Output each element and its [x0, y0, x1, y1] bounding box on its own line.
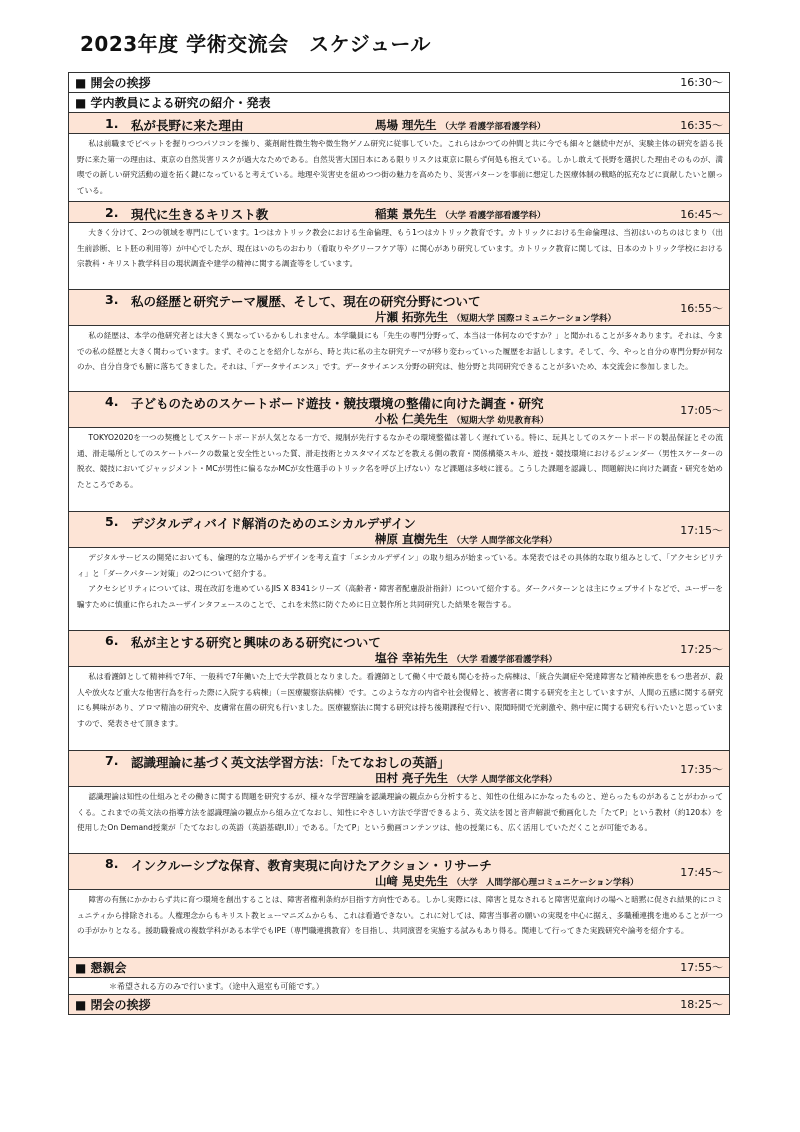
speaker-name: 田村 亮子先生 [375, 771, 449, 785]
abstract-text: 障害の有無にかかわらず共に育つ環境を創出することは、障害者権利条約が目指す方向性である。しかし実際には、障害と見なされると障害児童向けの場へと暗黙に促され結果的にコミュニティから排除される。人権理念からもキリスト教ヒューマニズムからも、これは看過できない。これに対しては、障害当事者の願いの実現を中心に据え、多職種連携を進めることが一つの手がかりとなる。援助職養成の複数学科がある本学でもIPE（専門職連携教育）を目指し、共同演習を実施する試みもあり得る。関連して行ってきた実践研究や論考を紹介する。 [77, 895, 723, 935]
abstract-text: 大きく分けて、2つの領域を専門にしています。1つはカトリック教会における生命倫理、もう1つはカトリック教育です。カトリックにおける生命倫理は、当初はいのちのはじまり（出生前診断、ヒト胚の利用等）が中心でしたが、現在はいのちのおわり（看取りやグリーフケア等）に関心があり研究しています。カトリック教育に関しては、日本のカトリック学校における宗教科・キリスト教学科目の現状調査や建学の精神に関する調査等をしています。 [77, 228, 723, 268]
talk-title: インクルーシブな保育、教育実現に向けたアクション・リサーチ [131, 858, 492, 873]
opening-time: 16:30～ [680, 76, 723, 89]
talk-time: 17:15～ [680, 524, 723, 537]
talk-4-header [69, 392, 729, 428]
closing-label: ■ 閉会の挨拶 [75, 998, 151, 1012]
talk-time: 16:35～ [680, 119, 723, 132]
speaker-name: 馬場 理先生 [375, 118, 437, 132]
speaker-name: 小松 仁美先生 [375, 412, 449, 426]
opening-row [69, 73, 729, 93]
talk-time: 17:35～ [680, 763, 723, 776]
talk-number: 3. [105, 292, 119, 307]
speaker-affiliation: （大学 看護学部看護学科） [440, 211, 546, 221]
abstract-text: デジタルサービスの開発においても、倫理的な立場からデザインを考え直す「エシカルデザイン」の取り組みが始まっている。本発表ではその具体的な取り組みとして、「アクセシビリティ」と「ダークパターン対策」の2つについて紹介する。 [77, 553, 723, 578]
page-title: 2023年度 学術交流会 スケジュール [80, 32, 431, 56]
speaker-affiliation: （大学 人間学部文化学科） [452, 536, 557, 546]
talk-title: 私が長野に来た理由 [131, 118, 244, 133]
talk-time: 17:25～ [680, 643, 723, 656]
reception-row [69, 958, 729, 978]
abstract-text: 私は看護師として精神科で7年、一般科で7年働いた上で大学教員となりました。看護師として働く中で最も関心を持った病棟は、「統合失調症や発達障害など精神疾患をもつ患者が、殺人や放火など重大な他害行為を行った際に入院する病棟」（＝医療観察法病棟）です。このような方の内省や社会復帰と、被害者に関する研究を主としていますが、人間の五感に関する研究にも興味があり、アロマ精油の研究や、皮膚常在菌の研究も行いました。医療観察法に関する研究は持ち後期課程で行い、限聞時間で光刺激や、熱中症に関する研究も行いたいと思っていますので、発表させて頂きます。 [77, 672, 723, 728]
talk-title: 認識理論に基づく英文法学習方法：「たてなおしの英語」 [131, 755, 450, 770]
intro-section-label: ■ 学内教員による研究の紹介・発表 [75, 96, 271, 110]
talk-2-header [69, 202, 729, 223]
speaker-affiliation: （大学 看護学部看護学科） [440, 122, 546, 132]
talk-number: 8. [105, 856, 119, 871]
talk-number: 7. [105, 753, 119, 768]
talk-speaker [375, 650, 557, 666]
talk-8-header [69, 854, 729, 890]
talk-speaker [375, 206, 545, 222]
talk-title: 私が主とする研究と興味のある研究について [131, 635, 381, 650]
talk-speaker [375, 531, 557, 547]
talk-number: 6. [105, 633, 119, 648]
reception-time: 17:55～ [680, 961, 723, 974]
talk-7-abstract [69, 787, 729, 854]
talk-number: 4. [105, 394, 119, 409]
abstract-text: TOKYO2020を一つの契機としてスケートボードが人気となる一方で、規制が先行するなかその環境整備は著しく遅れている。特に、玩具としてのスケートボードの製品保証とその流通、滑走場所としてのスケートパークの数量と安全性といった質、滑走技術とカスタマイズなどを教える側の教育・関係構築スキル、遊技・競技環境におけるジェンダー（男性スケーターの脱衣、競技においてジャッジメント・MCが男性に偏るなかMCが女性選手のトリック名を呼び上げない）など課題は多岐に渡る。こうした課題を認識し、問題解決に向けた調査・研究を始めたところである。 [77, 433, 723, 489]
talk-2-abstract [69, 223, 729, 290]
speaker-name: 稲葉 景先生 [375, 207, 437, 221]
speaker-affiliation: （短期大学 幼児教育科） [452, 416, 549, 426]
talk-time: 16:45～ [680, 208, 723, 221]
opening-label: ■ 開会の挨拶 [75, 76, 151, 90]
talk-7-header [69, 751, 729, 787]
talk-4-abstract [69, 428, 729, 512]
talk-title: 現代に生きるキリスト教 [131, 207, 269, 222]
abstract-text: 私の経歴は、本学の他研究者とは大きく異なっているかもしれません。本学職員にも「先生の専門分野って、本当は一体何なのですか？」と聞かれることが多々あります。それは、今までの私の経歴と大きく関わっています。まず、そのことを紹介しながら、時と共に私の主な研究テーマが移り変わっていった履歴をお話しします。そして、今、やっと自分の専門分野が何なのか、自分自身でも腑に落ちてきました。それは、「データサイエンス」です。データサイエンス分野の研究は、他分野と共同研究できることが多いため、本交流会に参加しました。 [77, 331, 723, 371]
talk-time: 16:55～ [680, 302, 723, 315]
talk-title: デジタルディバイド解消のためのエシカルデザイン [131, 516, 416, 531]
abstract-text: 私は前職までピペットを握りつつパソコンを操り、薬剤耐性微生物や微生物ゲノム研究に従事していた。これらはかつての仲間と共に今でも細々と継続中だが、実験主体の研究を語る長野に来た第一の理由は、東京の自然災害リスクが過大なためである。自然災害大国日本にある限りリスクは東京に限らず何処も抱えている。しかし敢えて長野を選択した理由そのものが、満喫での新しい研究活動の道を拓く鍵になっていると考えている。地理や災害史を紐めつつ街の魅力を高めたり、災害パターンを事前に想定した医療体制の戦略的拡充などに貢献したいと願っている。 [77, 139, 723, 195]
abstract-text-2: アクセシビリティについては、現在改訂を進めているJIS X 8341シリーズ（高齢者・障害者配慮設計指針）について紹介する。ダークパターンとは主にウェブサイトなどで、ユーザーを騙すために慎重に作られたユーザインタフェースのことで、これを未然に防ぐために日立製作所と共同研究した結果を報告する。 [77, 584, 723, 609]
speaker-affiliation: （大学 人間学部心理コミュニケーション学科） [452, 878, 639, 888]
schedule-table [68, 72, 730, 1015]
talk-1-abstract [69, 134, 729, 202]
intro-section-row [69, 93, 729, 113]
talk-1-header [69, 113, 729, 134]
talk-5-abstract [69, 548, 729, 631]
reception-note: ＊希望される方のみで行います。（途中入退室も可能です。） [69, 978, 729, 995]
talk-speaker [375, 873, 639, 889]
speaker-affiliation: （短期大学 国際コミュニケーション学科） [452, 314, 616, 324]
speaker-name: 榊原 直樹先生 [375, 532, 449, 546]
talk-number: 2. [105, 205, 119, 220]
talk-6-abstract [69, 667, 729, 751]
talk-time: 17:45～ [680, 866, 723, 879]
talk-title: 私の経歴と研究テーマ履歴、そして、現在の研究分野について [131, 294, 481, 309]
closing-row [69, 995, 729, 1015]
talk-speaker [375, 411, 548, 427]
talk-6-header [69, 631, 729, 667]
speaker-name: 山﨑 晃史先生 [375, 874, 449, 888]
talk-speaker [375, 309, 616, 325]
talk-3-abstract [69, 326, 729, 392]
speaker-affiliation: （大学 看護学部看護学科） [452, 655, 557, 665]
abstract-text: 認識理論は知性の仕組みとその働きに関する問題を研究するが、様々な学習理論を認識理論の観点から分析すると、知性の仕組みにかなったものと、逆らったものがあることがわかってくる。これまでの英文法の指導方法を認識理論の観点から組み立てなおし、知性にやさしい方法で学習できるよう、英文法を図と音声解説で動画化した「たてP」という教材（約120本）を使用したOn Demand授業が「たてなおしの英語（英語基礎I,II）」である。「たてP」という動画コンテンツは、他の授業にも、広く活用していただくことが可能である。 [77, 792, 723, 832]
talk-number: 1. [105, 116, 119, 131]
speaker-name: 片瀬 拓弥先生 [375, 310, 449, 324]
speaker-affiliation: （大学 人間学部文化学科） [452, 775, 557, 785]
talk-speaker [375, 117, 545, 133]
talk-8-abstract [69, 890, 729, 958]
talk-5-header [69, 512, 729, 548]
reception-label: ■ 懇親会 [75, 961, 127, 975]
speaker-name: 塩谷 幸祐先生 [375, 651, 449, 665]
closing-time: 18:25～ [680, 998, 723, 1011]
talk-3-header [69, 290, 729, 326]
talk-time: 17:05～ [680, 404, 723, 417]
talk-speaker [375, 770, 557, 786]
talk-title: 子どものためのスケートボード遊技・競技環境の整備に向けた調査・研究 [131, 396, 544, 411]
talk-number: 5. [105, 514, 119, 529]
